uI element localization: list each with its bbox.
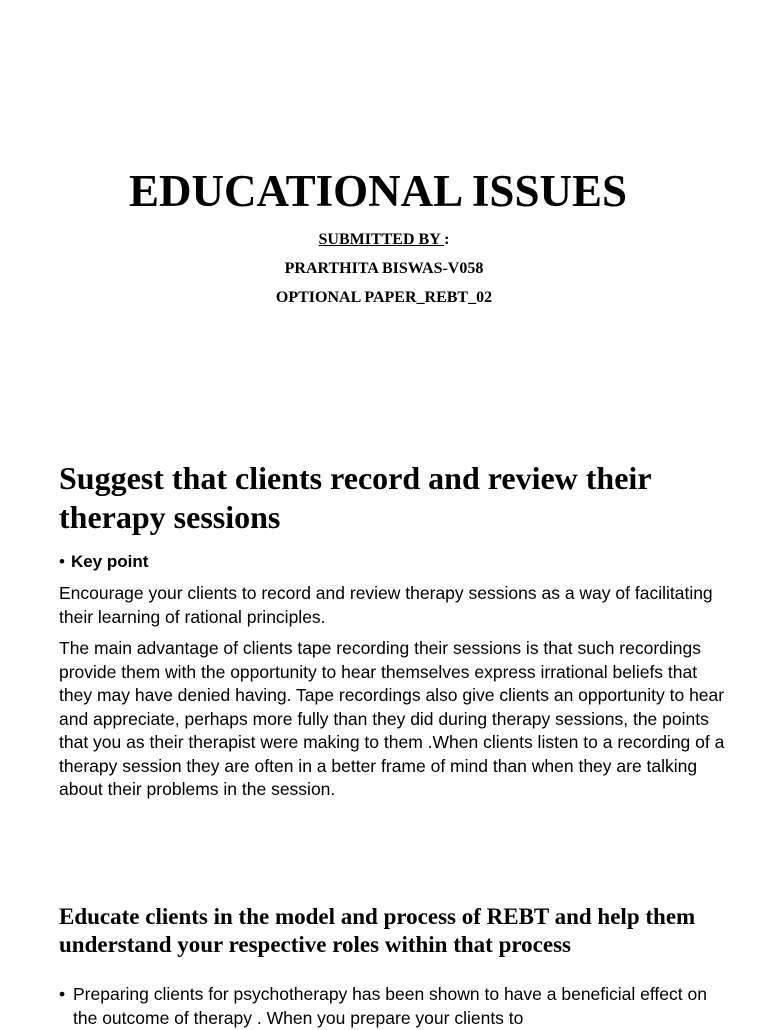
submitted-by-line: [0, 229, 768, 251]
paragraph-main-advantage: The main advantage of clients tape recording their sessions is that such recordings provide them with the opportunity to hear themselves express irrational beliefs that they may have denied having. Tape recordings also give clients an opportunity to hear and appreciate, perhaps more fully than they did during therapy sessions, the points that you as their therapist were making to them .When clients listen to a recording of a therapy session they are often in a better frame of mind than when they are talking about their problems in the session.: [59, 638, 725, 799]
submitted-by-label: SUBMITTED BY: [318, 231, 445, 248]
section-heading-educate-clients: Educate clients in the model and process of REBT and help them understand your respective roles within that process: [59, 904, 696, 957]
key-point-bullet: [59, 550, 148, 574]
bullet-icon: •: [59, 552, 65, 571]
bullet-text: Preparing clients for psychotherapy has been shown to have a beneficial effect on the outcome of therapy . When you prepare your clients to: [73, 984, 707, 1028]
bullet-paragraph-preparing-clients: [59, 983, 723, 1030]
bullet-icon: •: [59, 984, 66, 1004]
section-heading-record-review: Suggest that clients record and review their therapy sessions: [59, 460, 651, 535]
paper-code: OPTIONAL PAPER_REBT_02: [275, 289, 493, 306]
author-name: PRARTHITA BISWAS-V058: [284, 260, 484, 277]
paragraph-encourage: Encourage your clients to record and review therapy sessions as a way of facilitating their learning of rational principles.: [59, 583, 713, 627]
document-title: EDUCATIONAL ISSUES: [128, 166, 628, 216]
submitted-by-colon: :: [444, 231, 450, 248]
title-slide: [0, 0, 768, 440]
key-point-label: Key point: [70, 552, 149, 571]
